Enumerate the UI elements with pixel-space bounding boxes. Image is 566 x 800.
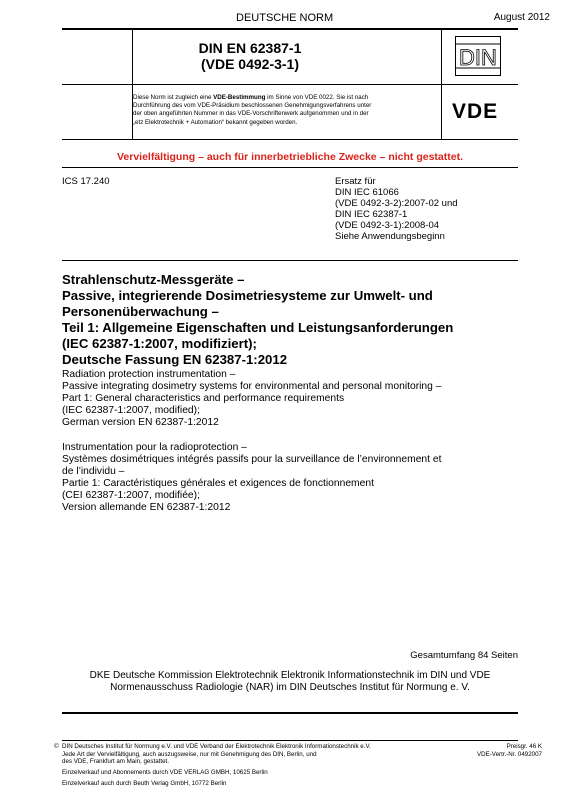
dke-committee: [62, 670, 518, 694]
replaces-line: (VDE 0492-3-2):2007-02 und: [335, 198, 458, 209]
issue-date: August 2012: [493, 12, 550, 23]
price-info: [477, 743, 542, 758]
replaces-line: Ersatz für: [335, 176, 376, 187]
sales-vde-verlag: Einzelverkauf und Abonnements durch VDE VERLAG GMBH, 10625 Berlin: [62, 769, 268, 776]
dke-line: Normenausschuss Radiologie (NAR) im DIN Deutsches Institut für Normung e. V.: [110, 682, 470, 693]
rule-below-vde: [62, 139, 518, 140]
rule-below-number: [62, 84, 518, 85]
copyright-line: DIN Deutsches Institut für Normung e.V. und VDE Verband der Elektrotechnik Elektronik Informationstechnik e.V.: [62, 743, 371, 750]
rule-above-title: [62, 260, 518, 261]
reproduction-warning: Vervielfältigung – auch für innerbetriebliche Zwecke – nicht gestattet.: [116, 151, 463, 163]
title-english-line: Part 1: General characteristics and performance requirements: [62, 393, 345, 404]
title-german-line: Strahlenschutz-Messgeräte –: [62, 272, 245, 287]
title-german-line: Teil 1: Allgemeine Eigenschaften und Leistungsanforderungen: [62, 320, 454, 335]
title-french: [62, 442, 522, 514]
title-english: [62, 369, 522, 429]
title-french-line: Systèmes dosimétriques intégrés passifs pour la surveillance de l’environnement et: [62, 454, 442, 465]
rule-below-dke: [62, 712, 518, 714]
standard-number: [62, 40, 438, 72]
title-german-line: Passive, integrierende Dosimetriesysteme zur Umwelt- und: [62, 288, 433, 303]
sales-beuth-verlag: Einzelverkauf auch durch Beuth Verlag GmbH, 10772 Berlin: [62, 780, 227, 787]
title-english-line: Radiation protection instrumentation –: [62, 369, 236, 380]
vde-logo: VDE: [452, 100, 499, 123]
din-logo-text: DIN: [459, 45, 497, 70]
title-french-line: Instrumentation pour la radioprotection –: [62, 442, 247, 453]
title-english-line: Passive integrating dosimetry systems for environmental and personal monitoring –: [62, 381, 442, 392]
vde-note-line: Durchführung des vom VDE-Präsidium beschlossenen Genehmigungsverfahrens unter: [133, 102, 372, 110]
ics-code: ICS 17.240: [62, 176, 110, 187]
title-french-line: (CEI 62387-1:2007, modifiée);: [62, 490, 200, 501]
copyright-line: Jede Art der Vervielfältigung, auch auszugsweise, nur mit Genehmigung des DIN, Berlin, und: [62, 750, 317, 758]
title-german-line: (IEC 62387-1:2007, modifiziert);: [62, 336, 257, 351]
replaces-line: DIN IEC 61066: [335, 187, 399, 198]
title-english-line: (IEC 62387-1:2007, modified);: [62, 405, 200, 416]
vde-note: [133, 94, 437, 127]
copyright-notice: [54, 743, 442, 766]
norm-label: DEUTSCHE NORM: [236, 12, 334, 24]
standard-number-line: DIN EN 62387-1: [198, 40, 302, 56]
title-english-line: German version EN 62387-1:2012: [62, 417, 219, 428]
vde-note-line: Diese Norm ist zugleich eine VDE-Bestimmung im Sinne von VDE 0022. Sie ist nach: [133, 94, 369, 101]
replaces-line: Siehe Anwendungsbeginn: [335, 231, 445, 242]
rule-below-warning: [62, 167, 518, 168]
copyright-line: des VDE, Frankfurt am Main, gestattet.: [62, 758, 169, 766]
vde-note-line: der oben angeführten Nummer in das VDE-Vorschriftenwerk aufgenommen und in der: [133, 110, 369, 118]
replaces-block: [335, 176, 458, 242]
vde-note-line: „etz Elektrotechnik + Automation“ bekannt gegeben worden.: [133, 118, 298, 126]
rule-bottom: [62, 740, 518, 741]
replaces-line: (VDE 0492-3-1):2008-04: [335, 220, 440, 231]
vde-order-number: VDE-Vertr.-Nr. 0492007: [477, 750, 542, 758]
title-french-line: Version allemande EN 62387-1:2012: [62, 502, 231, 513]
replaces-line: DIN IEC 62387-1: [335, 209, 408, 220]
title-german-line: Deutsche Fassung EN 62387-1:2012: [62, 352, 288, 367]
title-french-line: Partie 1: Caractéristiques générales et exigences de fonctionnement: [62, 478, 374, 489]
din-logo: [455, 36, 501, 76]
top-rule: [62, 28, 518, 30]
title-german-line: Personenüberwachung –: [62, 304, 219, 319]
copyright-symbol: ©: [54, 743, 59, 750]
title-german: [62, 272, 522, 368]
total-pages: Gesamtumfang 84 Seiten: [410, 650, 518, 661]
title-french-line: de l’individu –: [62, 466, 125, 477]
separator-header-right: [441, 30, 442, 140]
price-group: Preisgr. 46 K: [506, 743, 542, 750]
dke-line: DKE Deutsche Kommission Elektrotechnik Elektronik Informationstechnik im DIN und VDE: [89, 670, 491, 681]
standard-number-line: (VDE 0492-3-1): [200, 56, 300, 72]
vde-bestimmung-term: VDE-Bestimmung: [213, 94, 266, 101]
